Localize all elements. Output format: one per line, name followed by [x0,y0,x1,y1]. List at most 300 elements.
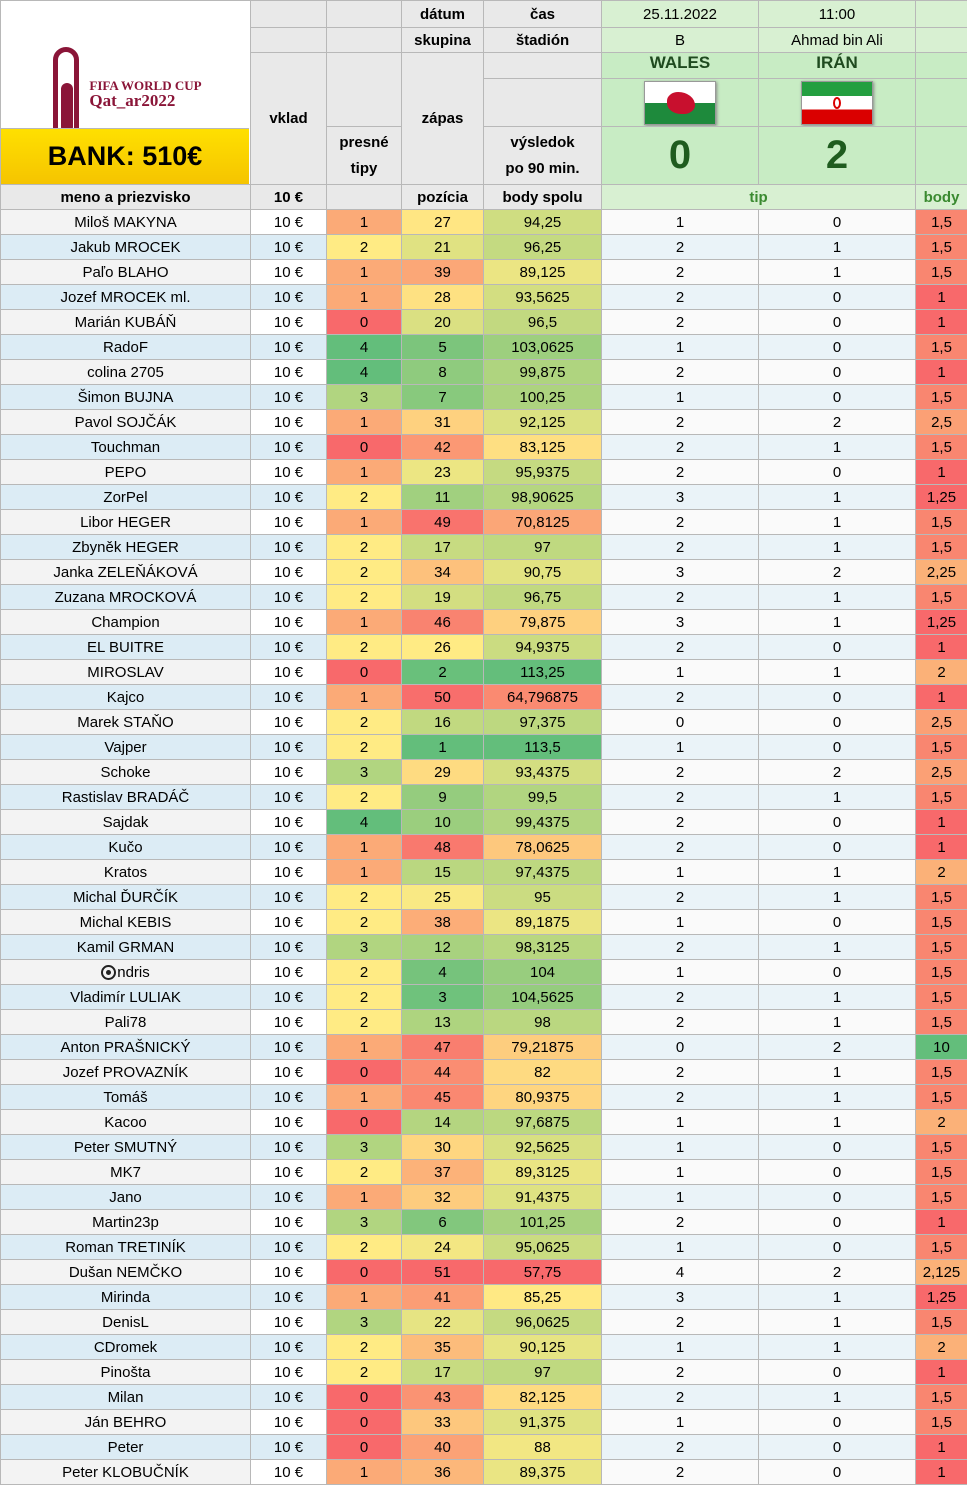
tip-team2-value: 1 [759,1085,916,1110]
body-spolu-value: 96,75 [484,585,602,610]
presne-tipy-value: 1 [327,835,402,860]
soccer-ball-icon [101,965,116,980]
header-zapas: zápas [402,53,484,185]
tip-team2-value: 1 [759,585,916,610]
tip-team1-value: 3 [602,560,759,585]
player-name-text: Janka ZELEŇÁKOVÁ [53,564,197,581]
player-name [1,335,251,360]
body-spolu-value: 97 [484,535,602,560]
tip-team1-value: 2 [602,635,759,660]
table-row [1,335,967,360]
table-row [1,635,967,660]
vklad-value: 10 € [251,385,327,410]
table-row [1,910,967,935]
player-name [1,910,251,935]
player-name [1,960,251,985]
table-row [1,1335,967,1360]
presne-tipy-value: 3 [327,1135,402,1160]
header-datum: dátum [402,1,484,28]
pozicia-value: 41 [402,1285,484,1310]
player-name [1,760,251,785]
pozicia-value: 20 [402,310,484,335]
player-name-text: Champion [91,614,159,631]
body-spolu-value: 94,9375 [484,635,602,660]
tip-team1-value: 2 [602,1435,759,1460]
presne-tipy-value: 4 [327,810,402,835]
table-row [1,710,967,735]
tip-team2-value: 0 [759,1185,916,1210]
tip-team1-value: 2 [602,760,759,785]
table-row [1,1260,967,1285]
body-value: 1 [916,635,967,660]
body-spolu-value: 78,0625 [484,835,602,860]
pozicia-value: 17 [402,1360,484,1385]
player-name-text: Tomáš [103,1089,147,1106]
pozicia-value: 10 [402,810,484,835]
player-name-text: Michal KEBIS [80,914,172,931]
wales-flag-icon [644,81,716,125]
tip-team2-value: 1 [759,1285,916,1310]
tip-team2-value: 0 [759,1235,916,1260]
pozicia-value: 21 [402,235,484,260]
player-name-text: Jakub MROCEK [70,239,180,256]
presne-tipy-value: 1 [327,685,402,710]
team1-score: 0 [602,127,759,185]
vklad-value: 10 € [251,460,327,485]
table-row [1,685,967,710]
player-name [1,535,251,560]
body-spolu-value: 88 [484,1435,602,1460]
player-name [1,310,251,335]
body-value: 2,5 [916,410,967,435]
tip-team1-value: 2 [602,435,759,460]
body-value: 1,5 [916,1010,967,1035]
vklad-value: 10 € [251,585,327,610]
body-value: 2 [916,1335,967,1360]
tip-team2-value: 0 [759,635,916,660]
player-name-text: Touchman [91,439,160,456]
presne-tipy-value: 0 [327,1110,402,1135]
player-name [1,610,251,635]
pozicia-value: 37 [402,1160,484,1185]
body-spolu-value: 82,125 [484,1385,602,1410]
pozicia-value: 8 [402,360,484,385]
body-spolu-value: 96,5 [484,310,602,335]
tip-team2-value: 0 [759,810,916,835]
tip-team1-value: 1 [602,960,759,985]
table-row [1,885,967,910]
player-name [1,435,251,460]
pozicia-value: 11 [402,485,484,510]
header-vysledok-line1: výsledok [484,130,601,156]
vklad-value: 10 € [251,1410,327,1435]
body-value: 1,5 [916,260,967,285]
body-spolu-value: 95 [484,885,602,910]
body-value: 1,5 [916,1185,967,1210]
pozicia-value: 14 [402,1110,484,1135]
body-spolu-value: 97 [484,1360,602,1385]
player-name-text: Michal ĎURČÍK [73,889,178,906]
body-value: 1 [916,685,967,710]
body-value: 1,5 [916,585,967,610]
presne-tipy-value: 2 [327,710,402,735]
body-value: 1,5 [916,735,967,760]
vklad-value: 10 € [251,310,327,335]
tip-team1-value: 2 [602,1210,759,1235]
body-value: 2 [916,1110,967,1135]
tip-team1-value: 2 [602,510,759,535]
player-name [1,410,251,435]
presne-tipy-value: 1 [327,1085,402,1110]
table-row [1,485,967,510]
table-row [1,760,967,785]
empty-cell [327,53,402,127]
player-name [1,710,251,735]
pozicia-value: 31 [402,410,484,435]
tip-team1-value: 2 [602,460,759,485]
tip-team1-value: 1 [602,910,759,935]
tip-team2-value: 0 [759,835,916,860]
vklad-value: 10 € [251,735,327,760]
tip-team1-value: 2 [602,1010,759,1035]
tip-team2-value: 2 [759,410,916,435]
tip-team1-value: 1 [602,660,759,685]
team2-score: 2 [759,127,916,185]
player-name [1,1310,251,1335]
pozicia-value: 29 [402,760,484,785]
player-name-text: Miloš MAKYNA [74,214,177,231]
tip-team2-value: 0 [759,910,916,935]
player-name-text: Peter [108,1439,144,1456]
presne-tipy-value: 3 [327,1210,402,1235]
match-time: 11:00 [759,1,916,28]
vklad-value: 10 € [251,935,327,960]
player-name-text: Zbyněk HEGER [72,539,179,556]
empty-cell [327,28,402,53]
body-value: 1 [916,810,967,835]
tip-team2-value: 1 [759,885,916,910]
presne-tipy-value: 2 [327,785,402,810]
vklad-value: 10 € [251,1135,327,1160]
match-stadium: Ahmad bin Ali [759,28,916,53]
header-pozicia: pozícia [402,185,484,210]
table-row [1,235,967,260]
presne-tipy-value: 1 [327,860,402,885]
player-name [1,585,251,610]
pozicia-value: 2 [402,660,484,685]
body-value: 1,5 [916,1160,967,1185]
player-name-text: Jano [109,1189,142,1206]
table-row [1,1160,967,1185]
table-row [1,1110,967,1135]
player-name-text: EL BUITRE [87,639,164,656]
table-row [1,935,967,960]
body-spolu-value: 90,75 [484,560,602,585]
vklad-value: 10 € [251,1260,327,1285]
bank-box [1,128,249,184]
tip-team2-value: 0 [759,685,916,710]
tip-team2-value: 2 [759,560,916,585]
player-name-text: Anton PRAŠNICKÝ [60,1039,190,1056]
presne-tipy-value: 2 [327,1235,402,1260]
pozicia-value: 6 [402,1210,484,1235]
player-name [1,285,251,310]
pozicia-value: 43 [402,1385,484,1410]
player-name-text: Martin23p [92,1214,159,1231]
body-value: 1,5 [916,1085,967,1110]
player-name [1,1035,251,1060]
player-name [1,1360,251,1385]
pozicia-value: 7 [402,385,484,410]
tip-team1-value: 2 [602,985,759,1010]
body-spolu-value: 85,25 [484,1285,602,1310]
presne-tipy-value: 1 [327,1035,402,1060]
pozicia-value: 12 [402,935,484,960]
tip-team2-value: 0 [759,735,916,760]
team1-name: WALES [602,53,759,79]
tip-team1-value: 1 [602,385,759,410]
tip-team1-value: 2 [602,835,759,860]
header-vklad-amount: 10 € [251,185,327,210]
tip-team2-value: 1 [759,535,916,560]
vklad-value: 10 € [251,885,327,910]
player-name-text: Peter KLOBUČNÍK [62,1464,189,1481]
presne-tipy-value: 2 [327,1360,402,1385]
empty-cell [916,1,967,28]
tip-team2-value: 1 [759,1110,916,1135]
table-row [1,410,967,435]
body-value: 2,25 [916,560,967,585]
body-value: 2,125 [916,1260,967,1285]
presne-tipy-value: 2 [327,535,402,560]
tip-team1-value: 1 [602,1235,759,1260]
empty-cell [327,185,402,210]
body-value: 1 [916,835,967,860]
header-body: body [916,185,967,210]
player-name [1,860,251,885]
player-name-text: Šimon BUJNA [78,389,174,406]
table-row [1,310,967,335]
table-row [1,210,967,235]
pozicia-value: 16 [402,710,484,735]
pozicia-value: 42 [402,435,484,460]
player-name-text: ndris [117,964,150,981]
tip-team2-value: 1 [759,1060,916,1085]
table-row [1,260,967,285]
pozicia-value: 30 [402,1135,484,1160]
tip-team1-value: 2 [602,410,759,435]
vklad-value: 10 € [251,960,327,985]
player-name [1,935,251,960]
tip-team2-value: 0 [759,385,916,410]
tip-team1-value: 2 [602,810,759,835]
body-spolu-value: 91,375 [484,1410,602,1435]
player-name-text: Ján BEHRO [85,1414,167,1431]
pozicia-value: 13 [402,1010,484,1035]
body-spolu-value: 64,796875 [484,685,602,710]
presne-tipy-value: 2 [327,910,402,935]
body-value: 1,5 [916,1310,967,1335]
vklad-value: 10 € [251,610,327,635]
player-name [1,1285,251,1310]
vklad-value: 10 € [251,485,327,510]
presne-tipy-value: 2 [327,960,402,985]
tip-team1-value: 1 [602,210,759,235]
vklad-value: 10 € [251,235,327,260]
body-spolu-value: 97,6875 [484,1110,602,1135]
tip-team2-value: 0 [759,1135,916,1160]
pozicia-value: 28 [402,285,484,310]
tip-team2-value: 0 [759,1160,916,1185]
tip-team2-value: 1 [759,1010,916,1035]
vklad-value: 10 € [251,660,327,685]
pozicia-value: 15 [402,860,484,885]
player-name [1,1160,251,1185]
tip-team1-value: 1 [602,1185,759,1210]
presne-tipy-value: 2 [327,985,402,1010]
table-row [1,660,967,685]
player-name-text: Sajdak [103,814,149,831]
body-spolu-value: 89,125 [484,260,602,285]
player-name [1,235,251,260]
pozicia-value: 51 [402,1260,484,1285]
body-value: 1 [916,285,967,310]
presne-tipy-value: 3 [327,385,402,410]
presne-tipy-value: 3 [327,1310,402,1335]
pozicia-value: 24 [402,1235,484,1260]
body-spolu-value: 113,25 [484,660,602,685]
pozicia-value: 45 [402,1085,484,1110]
table-row [1,535,967,560]
tip-team1-value: 2 [602,1060,759,1085]
tip-team2-value: 1 [759,235,916,260]
body-value: 2,5 [916,710,967,735]
tip-team2-value: 1 [759,1385,916,1410]
player-name [1,1260,251,1285]
tip-team1-value: 3 [602,610,759,635]
pozicia-value: 34 [402,560,484,585]
body-value: 1,5 [916,235,967,260]
presne-tipy-value: 0 [327,1410,402,1435]
player-name [1,1460,251,1485]
body-value: 1,5 [916,1235,967,1260]
presne-tipy-value: 1 [327,410,402,435]
tip-team2-value: 1 [759,1335,916,1360]
team2-flag-cell [759,79,916,127]
header-cas: čas [484,1,602,28]
player-name [1,1085,251,1110]
pozicia-value: 25 [402,885,484,910]
presne-tipy-value: 2 [327,735,402,760]
table-row [1,1060,967,1085]
tip-team2-value: 1 [759,435,916,460]
pozicia-value: 19 [402,585,484,610]
pozicia-value: 26 [402,635,484,660]
vklad-value: 10 € [251,1110,327,1135]
body-spolu-value: 90,125 [484,1335,602,1360]
tip-team2-value: 0 [759,285,916,310]
table-row [1,1210,967,1235]
body-spolu-value: 80,9375 [484,1085,602,1110]
body-value: 1,5 [916,960,967,985]
player-name-text: Zuzana MROCKOVÁ [55,589,197,606]
body-spolu-value: 104,5625 [484,985,602,1010]
body-value: 2,5 [916,760,967,785]
player-name-text: Kajco [107,689,145,706]
player-name [1,1135,251,1160]
pozicia-value: 36 [402,1460,484,1485]
table-row [1,285,967,310]
vklad-value: 10 € [251,835,327,860]
tip-team2-value: 1 [759,985,916,1010]
tip-team1-value: 1 [602,1160,759,1185]
table-row [1,1235,967,1260]
player-name-text: Pinošta [100,1364,150,1381]
player-name [1,685,251,710]
player-name [1,735,251,760]
body-spolu-value: 100,25 [484,385,602,410]
presne-tipy-value: 2 [327,1335,402,1360]
empty-cell [327,1,402,28]
body-spolu-value: 98,3125 [484,935,602,960]
body-spolu-value: 96,0625 [484,1310,602,1335]
presne-tipy-value: 2 [327,635,402,660]
vklad-value: 10 € [251,1085,327,1110]
table-row [1,960,967,985]
body-value: 1,5 [916,1060,967,1085]
tip-team2-value: 1 [759,260,916,285]
body-value: 1,5 [916,935,967,960]
presne-tipy-value: 2 [327,560,402,585]
player-name [1,985,251,1010]
body-spolu-value: 97,375 [484,710,602,735]
tip-team2-value: 2 [759,1035,916,1060]
tip-team1-value: 1 [602,860,759,885]
pozicia-value: 4 [402,960,484,985]
presne-tipy-value: 2 [327,885,402,910]
tip-team1-value: 4 [602,1260,759,1285]
tip-team2-value: 1 [759,785,916,810]
body-spolu-value: 93,4375 [484,760,602,785]
body-value: 1,5 [916,1410,967,1435]
tip-team1-value: 2 [602,310,759,335]
table-row [1,1085,967,1110]
pozicia-value: 48 [402,835,484,860]
player-name-text: Rastislav BRADÁČ [62,789,190,806]
vklad-value: 10 € [251,285,327,310]
vklad-value: 10 € [251,535,327,560]
pozicia-value: 40 [402,1435,484,1460]
body-spolu-value: 83,125 [484,435,602,460]
body-spolu-value: 98 [484,1010,602,1035]
pozicia-value: 47 [402,1035,484,1060]
player-name-text: Schoke [100,764,150,781]
empty-cell [251,1,327,28]
body-value: 1,5 [916,785,967,810]
pozicia-value: 27 [402,210,484,235]
player-name-text: Jozef PROVAZNÍK [63,1064,189,1081]
player-name-text: Vajper [104,739,146,756]
body-spolu-value: 92,5625 [484,1135,602,1160]
tip-team1-value: 3 [602,485,759,510]
vklad-value: 10 € [251,710,327,735]
player-name-text: Pavol SOJČÁK [75,414,177,431]
bank-label: BANK: 510€ [48,141,203,172]
tip-team2-value: 1 [759,935,916,960]
vklad-value: 10 € [251,1010,327,1035]
player-name-text: Kamil GRMAN [77,939,175,956]
tip-team2-value: 0 [759,960,916,985]
